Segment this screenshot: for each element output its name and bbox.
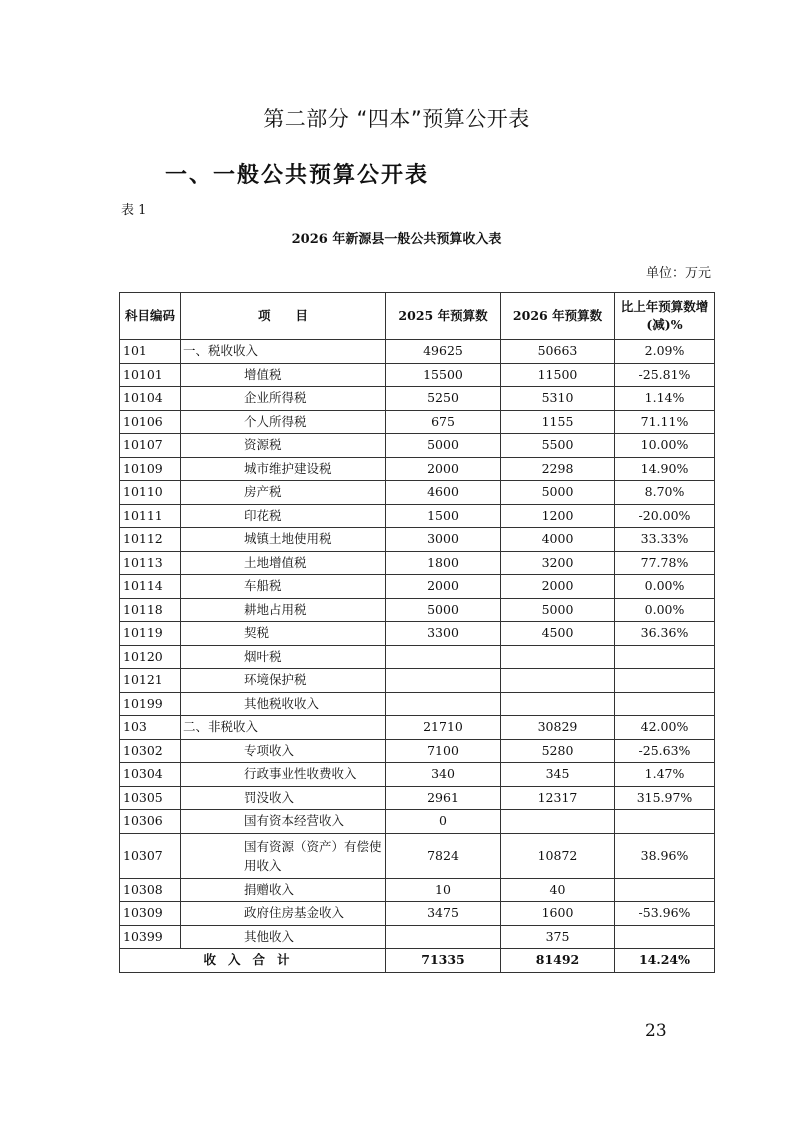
code-cell: 10111 <box>120 504 181 528</box>
code-cell: 10119 <box>120 622 181 646</box>
table-row <box>120 387 715 411</box>
budget-2026-cell: 50663 <box>501 340 615 364</box>
budget-2026-cell: 40 <box>501 878 615 902</box>
total-label-cell: 收入合计 <box>120 949 386 973</box>
item-cell: 政府住房基金收入 <box>181 902 386 926</box>
table-row <box>120 575 715 599</box>
table-row <box>120 878 715 902</box>
change-cell: 315.97% <box>615 786 715 810</box>
budget-2025-cell: 5000 <box>386 434 501 458</box>
budget-2026-cell <box>501 669 615 693</box>
change-cell: 36.36% <box>615 622 715 646</box>
budget-2026-cell: 4000 <box>501 528 615 552</box>
item-cell: 印花税 <box>181 504 386 528</box>
table-row <box>120 410 715 434</box>
change-cell <box>615 810 715 834</box>
code-cell: 10307 <box>120 833 181 878</box>
code-cell: 10302 <box>120 739 181 763</box>
item-cell: 行政事业性收费收入 <box>181 763 386 787</box>
code-cell: 10113 <box>120 551 181 575</box>
budget-2025-cell: 3475 <box>386 902 501 926</box>
item-cell: 契税 <box>181 622 386 646</box>
budget-2025-cell: 2000 <box>386 575 501 599</box>
table-row <box>120 598 715 622</box>
budget-2025-cell: 7824 <box>386 833 501 878</box>
budget-2025-cell: 15500 <box>386 363 501 387</box>
budget-2026-cell: 5310 <box>501 387 615 411</box>
code-cell: 10309 <box>120 902 181 926</box>
table-row <box>120 645 715 669</box>
item-cell: 增值税 <box>181 363 386 387</box>
part-title: 第二部分 “四本”预算公开表 <box>263 107 530 131</box>
change-cell: 10.00% <box>615 434 715 458</box>
budget-2026-cell: 11500 <box>501 363 615 387</box>
change-cell <box>615 692 715 716</box>
budget-2026-cell: 30829 <box>501 716 615 740</box>
change-cell: 77.78% <box>615 551 715 575</box>
budget-2025-cell: 49625 <box>386 340 501 364</box>
total-row <box>120 949 715 973</box>
table-row <box>120 551 715 575</box>
change-cell: -53.96% <box>615 902 715 926</box>
table-row <box>120 528 715 552</box>
budget-2025-cell: 4600 <box>386 481 501 505</box>
change-cell: -25.63% <box>615 739 715 763</box>
budget-2026-cell: 2000 <box>501 575 615 599</box>
page-number: 23 <box>645 1021 667 1041</box>
table-row <box>120 763 715 787</box>
item-cell: 资源税 <box>181 434 386 458</box>
change-cell: -20.00% <box>615 504 715 528</box>
code-cell: 10199 <box>120 692 181 716</box>
unit-label: 单位：万元 <box>645 266 711 281</box>
table-row <box>120 622 715 646</box>
change-cell: 1.47% <box>615 763 715 787</box>
header-code: 科目编码 <box>120 293 181 340</box>
budget-2025-cell: 5000 <box>386 598 501 622</box>
item-cell: 捐赠收入 <box>181 878 386 902</box>
item-cell: 其他税收收入 <box>181 692 386 716</box>
change-cell: 2.09% <box>615 340 715 364</box>
budget-2025-cell: 7100 <box>386 739 501 763</box>
budget-2026-cell: 4500 <box>501 622 615 646</box>
budget-2026-cell: 5500 <box>501 434 615 458</box>
budget-2025-cell <box>386 669 501 693</box>
budget-2026-cell: 1200 <box>501 504 615 528</box>
budget-2026-cell: 5000 <box>501 598 615 622</box>
item-cell: 其他收入 <box>181 925 386 949</box>
code-cell: 10104 <box>120 387 181 411</box>
change-cell <box>615 878 715 902</box>
item-cell: 罚没收入 <box>181 786 386 810</box>
budget-2026-cell <box>501 645 615 669</box>
code-cell: 101 <box>120 340 181 364</box>
code-cell: 10399 <box>120 925 181 949</box>
code-cell: 10110 <box>120 481 181 505</box>
table-row <box>120 902 715 926</box>
budget-2025-cell: 3300 <box>386 622 501 646</box>
table-body <box>120 340 715 973</box>
budget-2026-cell: 2298 <box>501 457 615 481</box>
item-cell: 一、税收收入 <box>181 340 386 364</box>
code-cell: 10308 <box>120 878 181 902</box>
budget-2025-cell <box>386 645 501 669</box>
item-cell: 车船税 <box>181 575 386 599</box>
budget-2026-cell: 375 <box>501 925 615 949</box>
item-cell: 城市维护建设税 <box>181 457 386 481</box>
change-cell <box>615 645 715 669</box>
header-item: 项 目 <box>181 293 386 340</box>
table-row <box>120 925 715 949</box>
budget-2026-cell: 5280 <box>501 739 615 763</box>
budget-2026-cell: 12317 <box>501 786 615 810</box>
budget-2026-cell <box>501 692 615 716</box>
section-title: 一、一般公共预算公开表 <box>165 163 430 188</box>
code-cell: 10106 <box>120 410 181 434</box>
budget-2026-cell: 5000 <box>501 481 615 505</box>
table-title: 2026 年新源县一般公共预算收入表 <box>291 232 502 247</box>
budget-2025-cell: 3000 <box>386 528 501 552</box>
item-cell: 专项收入 <box>181 739 386 763</box>
table-header-row <box>120 293 715 340</box>
table-row <box>120 363 715 387</box>
budget-2026-cell: 1600 <box>501 902 615 926</box>
table-row <box>120 833 715 878</box>
budget-2026-cell: 10872 <box>501 833 615 878</box>
budget-2025-cell <box>386 925 501 949</box>
header-2025: 2025 年预算数 <box>386 293 501 340</box>
table-row <box>120 504 715 528</box>
item-cell: 房产税 <box>181 481 386 505</box>
table-row <box>120 434 715 458</box>
change-cell <box>615 925 715 949</box>
change-cell: 38.96% <box>615 833 715 878</box>
table-row <box>120 810 715 834</box>
change-cell: 1.14% <box>615 387 715 411</box>
code-cell: 10304 <box>120 763 181 787</box>
code-cell: 10305 <box>120 786 181 810</box>
item-cell: 土地增值税 <box>181 551 386 575</box>
item-cell: 城镇土地使用税 <box>181 528 386 552</box>
header-change: 比上年预算数增(减)% <box>615 293 715 340</box>
change-cell: 71.11% <box>615 410 715 434</box>
change-cell: -25.81% <box>615 363 715 387</box>
change-cell: 8.70% <box>615 481 715 505</box>
budget-2025-cell: 1500 <box>386 504 501 528</box>
table-row <box>120 340 715 364</box>
change-cell: 0.00% <box>615 575 715 599</box>
budget-2025-cell: 2961 <box>386 786 501 810</box>
table-row <box>120 739 715 763</box>
code-cell: 10118 <box>120 598 181 622</box>
table-row <box>120 716 715 740</box>
change-cell: 33.33% <box>615 528 715 552</box>
total-2026-cell: 81492 <box>501 949 615 973</box>
budget-2026-cell: 3200 <box>501 551 615 575</box>
budget-2026-cell <box>501 810 615 834</box>
table-row <box>120 669 715 693</box>
code-cell: 10107 <box>120 434 181 458</box>
item-cell: 耕地占用税 <box>181 598 386 622</box>
table-number: 表 1 <box>121 203 147 218</box>
budget-2025-cell: 0 <box>386 810 501 834</box>
table-row <box>120 481 715 505</box>
code-cell: 10306 <box>120 810 181 834</box>
budget-2025-cell: 675 <box>386 410 501 434</box>
code-cell: 10101 <box>120 363 181 387</box>
budget-2025-cell: 21710 <box>386 716 501 740</box>
budget-2026-cell: 345 <box>501 763 615 787</box>
item-cell: 国有资源（资产）有偿使用收入 <box>181 833 386 878</box>
budget-2025-cell <box>386 692 501 716</box>
change-cell: 42.00% <box>615 716 715 740</box>
budget-2026-cell: 1155 <box>501 410 615 434</box>
item-cell: 二、非税收入 <box>181 716 386 740</box>
budget-revenue-table <box>119 292 715 973</box>
total-2025-cell: 71335 <box>386 949 501 973</box>
code-cell: 10112 <box>120 528 181 552</box>
table-row <box>120 692 715 716</box>
code-cell: 10114 <box>120 575 181 599</box>
budget-2025-cell: 10 <box>386 878 501 902</box>
item-cell: 国有资本经营收入 <box>181 810 386 834</box>
change-cell <box>615 669 715 693</box>
item-cell: 个人所得税 <box>181 410 386 434</box>
header-2026: 2026 年预算数 <box>501 293 615 340</box>
item-cell: 烟叶税 <box>181 645 386 669</box>
budget-2025-cell: 5250 <box>386 387 501 411</box>
item-cell: 企业所得税 <box>181 387 386 411</box>
code-cell: 10121 <box>120 669 181 693</box>
code-cell: 10120 <box>120 645 181 669</box>
code-cell: 103 <box>120 716 181 740</box>
change-cell: 0.00% <box>615 598 715 622</box>
change-cell: 14.90% <box>615 457 715 481</box>
table-row <box>120 786 715 810</box>
total-change-cell: 14.24% <box>615 949 715 973</box>
budget-2025-cell: 1800 <box>386 551 501 575</box>
table-row <box>120 457 715 481</box>
budget-2025-cell: 340 <box>386 763 501 787</box>
code-cell: 10109 <box>120 457 181 481</box>
item-cell: 环境保护税 <box>181 669 386 693</box>
budget-2025-cell: 2000 <box>386 457 501 481</box>
